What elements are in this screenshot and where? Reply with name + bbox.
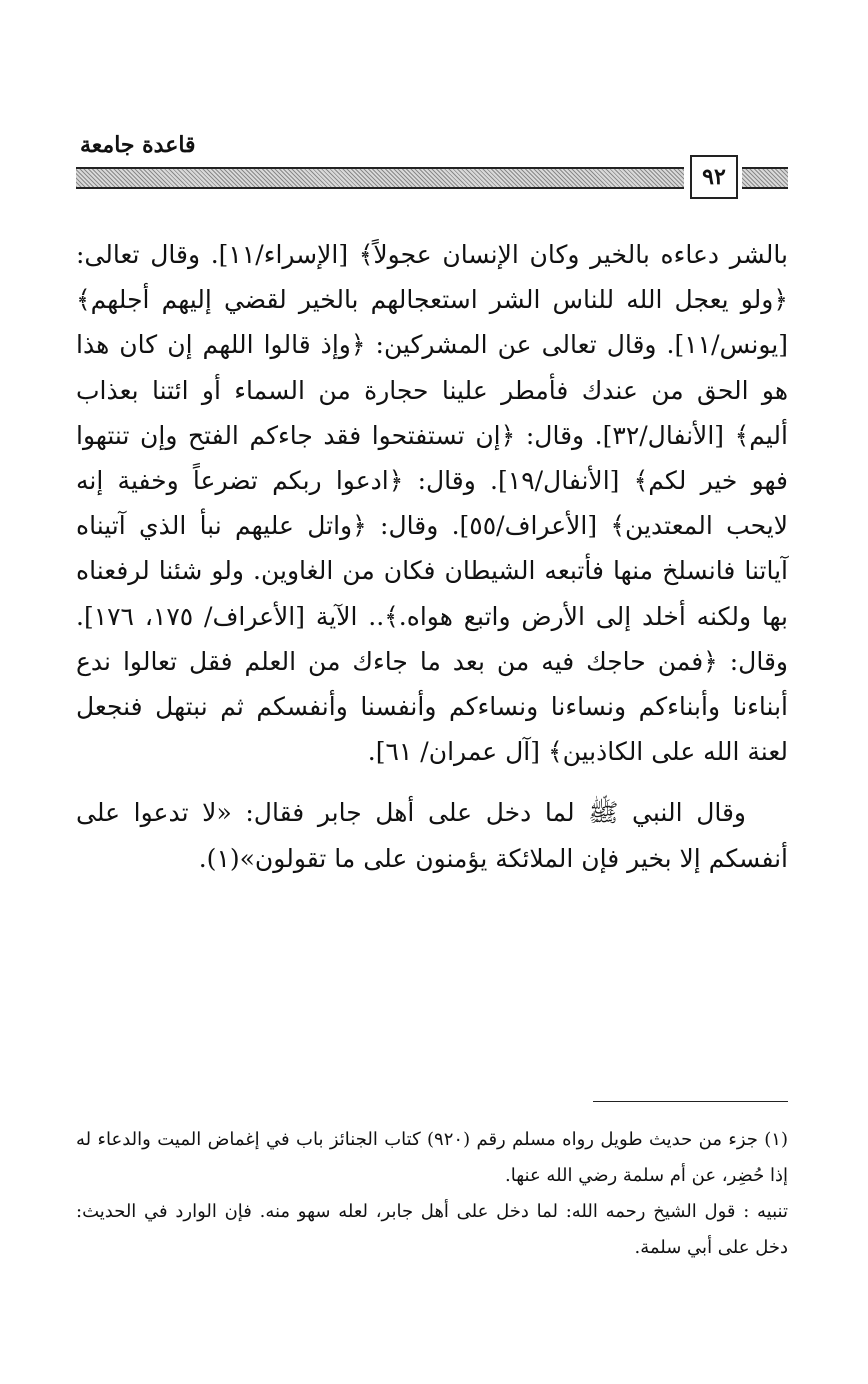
footnote: (١) جزء من حديث طويل رواه مسلم رقم (٩٢٠) كتاب الجنائز باب في إغماض الميت والدعاء له إذا حُضِر، عن أم سلمة رضي الله عنها.: [76, 1129, 788, 1186]
body-paragraph: وقال النبي ﷺ لما دخل على أهل جابر فقال: «لا تدعوا على أنفسكم إلا بخير فإن الملائكة يؤمنون على ما تقولون»(١).: [76, 798, 788, 873]
page-number: ٩٢: [690, 155, 738, 199]
header-rule-left: [76, 167, 684, 189]
body-paragraph: بالشر دعاءه بالخير وكان الإنسان عجولاً﴾ [الإسراء/١١]. وقال تعالى: ﴿ولو يعجل الله للناس الشر استعجالهم بالخير لقضي إليهم أجلهم﴾ [يونس/١١]. وقال تعالى عن المشركين: ﴿وإذ قالوا اللهم إن كان هذا هو الحق من عندك فأمطر علينا حجارة من السماء أو ائتنا بعذاب أليم﴾ [الأنفال/٣٢]. وقال: ﴿إن تستفتحوا فقد جاءكم الفتح وإن تنتهوا فهو خير لكم﴾ [الأنفال/١٩]. وقال: ﴿ادعوا ربكم تضرعاً وخفية إنه لايحب المعتدين﴾ [الأعراف/٥٥]. وقال: ﴿واتل عليهم نبأ الذي آتيناه آياتنا فانسلخ منها فأتبعه الشيطان فكان من الغاوين. ولو شئنا لرفعناه بها ولكنه أخلد إلى الأرض واتبع هواه.﴾.. الآية [الأعراف/ ١٧٥، ١٧٦]. وقال: ﴿فمن حاجك فيه من بعد ما جاءك من العلم فقل تعالوا ندع أبناءنا وأبناءكم ونساءنا ونساءكم وأنفسنا وأنفسكم ثم نبتهل فنجعل لعنة الله على الكاذبين﴾ [آل عمران/ ٦١].: [76, 240, 789, 767]
footnote-note: تنبيه : قول الشيخ رحمه الله: لما دخل على أهل جابر، لعله سهو منه. فإن الوارد في الحديث: دخل على أبي سلمة.: [76, 1201, 788, 1258]
main-text: [76, 232, 788, 881]
running-header-title: قاعدة جامعة: [80, 132, 196, 158]
footnotes: [76, 1122, 788, 1266]
footnote-separator: [593, 1101, 788, 1102]
header-rule-right: [742, 167, 788, 189]
